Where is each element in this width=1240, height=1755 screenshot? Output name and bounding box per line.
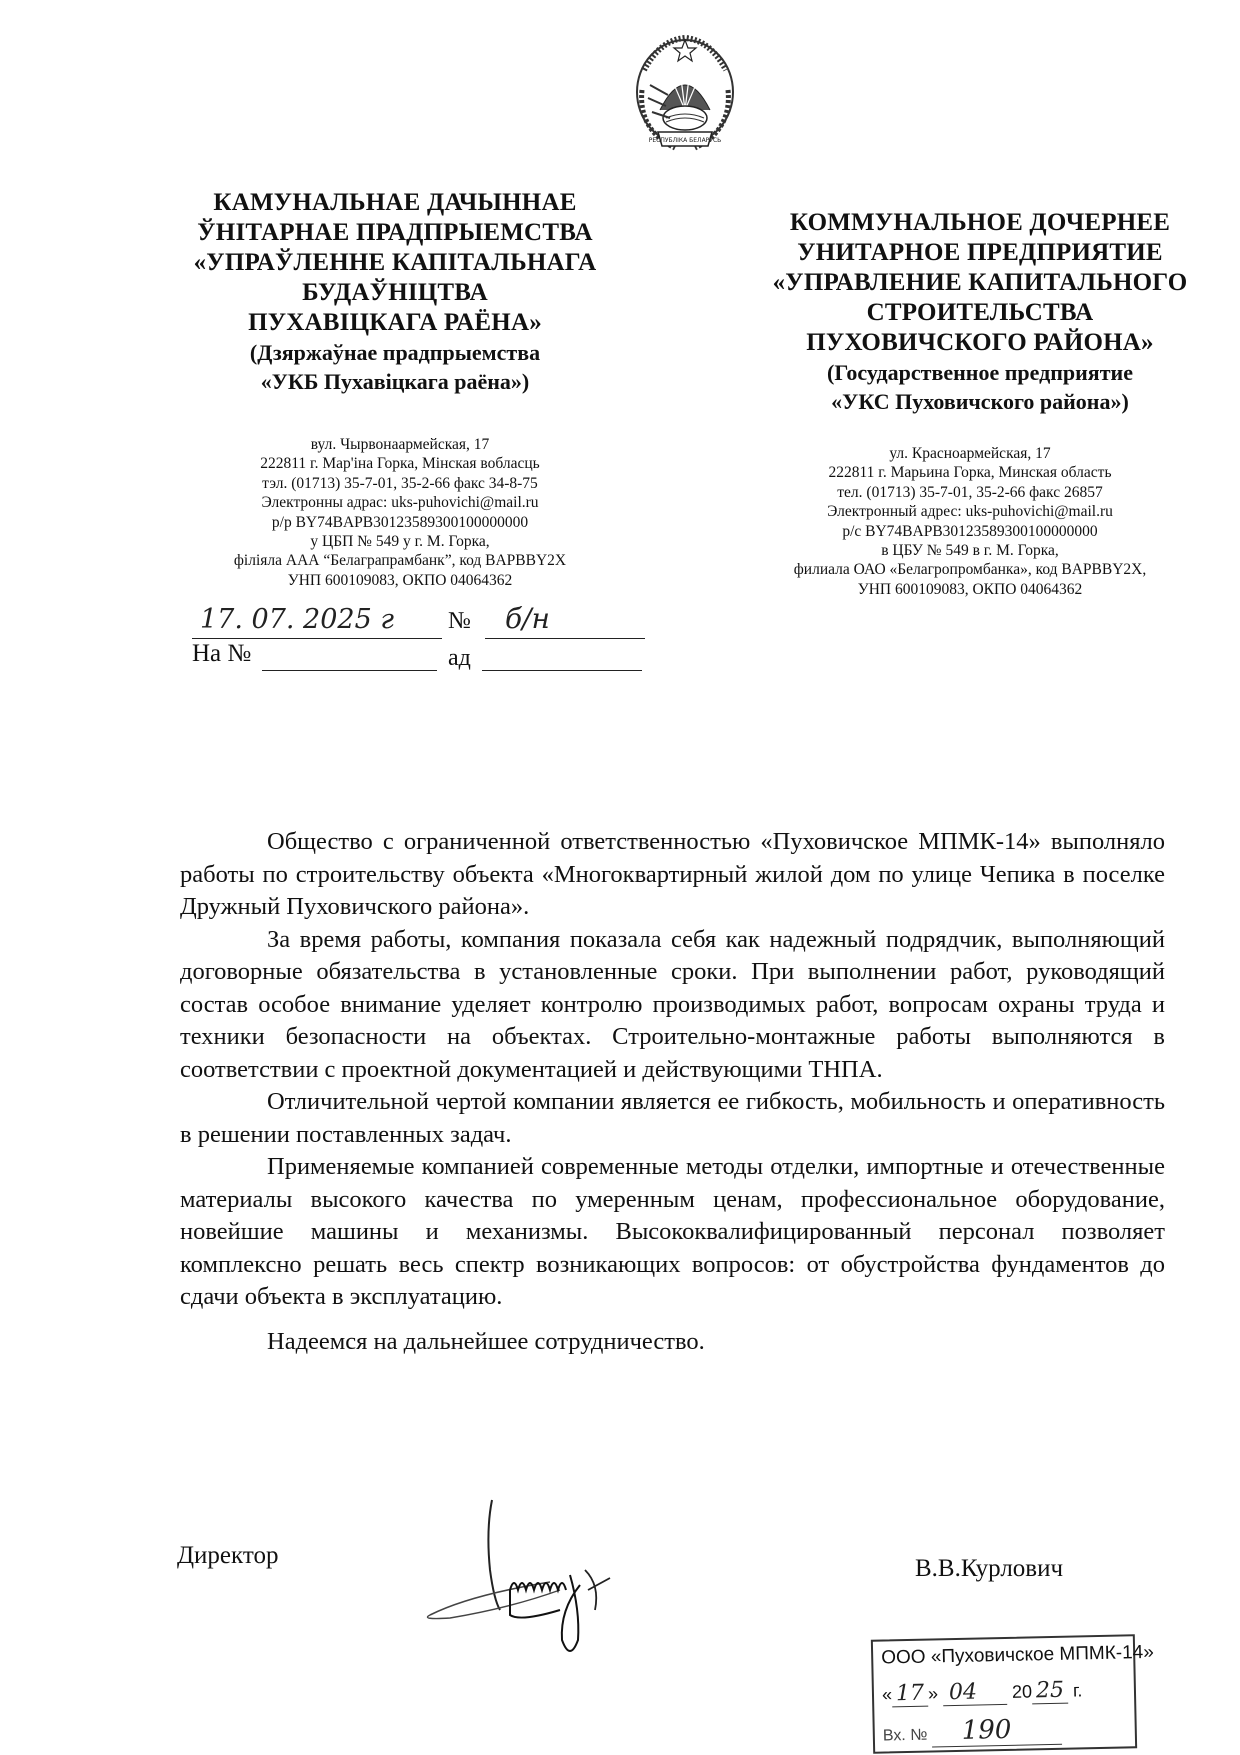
org-name-line: ПУХОВИЧСКОГО РАЙОНА»: [806, 329, 1154, 356]
org-subname-line: (Дзяржаўнае прадпрыемства: [249, 340, 541, 365]
handwritten-signature-icon: [410, 1490, 650, 1660]
requisites-by: [180, 435, 620, 590]
requisite-line: Электронны адрас: uks-puhovichi@mail.ru: [261, 494, 539, 512]
requisites-ru: [740, 444, 1200, 599]
requisite-line: філіяла ААА “Белаграпрамбанк”, код BAPBBY2X: [233, 552, 567, 570]
stamp-incoming-number: 190: [931, 1714, 1061, 1748]
reply-number-field: [262, 670, 437, 671]
org-subname-line: (Государственное предприятие: [827, 360, 1133, 385]
letter-body: [180, 826, 1165, 1358]
org-name-line: «УПРАЎЛЕННЕ КАПІТАЛЬНАГА: [193, 249, 597, 276]
number-underline: [485, 638, 645, 639]
reply-from-label: ад: [448, 645, 471, 671]
reply-to-label: На №: [192, 640, 252, 667]
org-name-line: КАМУНАЛЬНАЕ ДАЧЫННАЕ: [213, 189, 577, 216]
org-name-line: БУДАЎНІЦТВА: [302, 279, 488, 306]
stamp-incoming: [882, 1714, 1061, 1748]
date-underline: [192, 638, 442, 639]
stamp-title: ООО «Пуховичское МПМК-14»: [881, 1641, 1155, 1669]
stamp-year-suffix: г.: [1072, 1680, 1083, 1701]
requisite-line: р/р BY74BAPB30123589300100000000: [271, 513, 529, 531]
org-name-line: УНИТАРНОЕ ПРЕДПРИЯТИЕ: [797, 239, 1163, 266]
org-subname-line: «УКС Пуховичского района»): [831, 389, 1129, 414]
reply-date-field: [482, 670, 642, 671]
body-paragraph: За время работы, компания показала себя как надежный подрядчик, выполняющий договорные обязательства в установленные сроки. При выполнении работ, руководящий состав особое внимание уделяет контролю производимых работ, вопросам охраны труда и техники безопасности на объектах. Строительно-монтажные работы выполняются в соответствии с проектной документацией и действующими ТНПА.: [180, 925, 1165, 1083]
requisite-line: 222811 г. Марьина Горка, Минская область: [828, 464, 1112, 482]
requisite-line: тэл. (01713) 35-7-01, 35-2-66 факс 34-8-75: [262, 474, 538, 492]
organization-header-ru: [745, 208, 1215, 416]
org-name-line: КОММУНАЛЬНОЕ ДОЧЕРНЕЕ: [789, 209, 1171, 236]
requisite-line: 222811 г. Мар'іна Горка, Мінская вобласць: [260, 455, 540, 473]
signer-name: В.В.Курлович: [915, 1555, 1064, 1582]
body-paragraph: Отличительной чертой компании является ее гибкость, мобильность и оперативность в решении поставленных задач.: [180, 1088, 1165, 1148]
stamp-year-prefix: 20: [1011, 1681, 1033, 1702]
number-label: №: [448, 608, 471, 634]
emblem-text: РЕСПУБЛІКА БЕЛАРУСЬ: [648, 137, 722, 144]
state-emblem-icon: [630, 30, 740, 165]
outgoing-number: б/н: [505, 602, 550, 635]
requisite-line: ул. Красноармейская, 17: [889, 445, 1051, 462]
requisite-line: УНП 600109083, ОКПО 04064362: [857, 580, 1083, 598]
requisite-line: филиала ОАО «Белагропромбанка», код BAPBBY2X,: [793, 561, 1147, 579]
stamp-month: 04: [943, 1679, 1008, 1706]
stamp-year: 25: [1032, 1678, 1069, 1705]
signer-position: Директор: [177, 1542, 279, 1569]
org-name-line: ЎНІТАРНАЕ ПРАДПРЫЕМСТВА: [197, 219, 593, 246]
stamp-incoming-label: Вх. №: [882, 1726, 928, 1745]
organization-header-by: [170, 188, 620, 396]
requisite-line: тел. (01713) 35-7-01, 35-2-66 факс 26857: [837, 483, 1103, 501]
requisite-line: у ЦБП № 549 у г. М. Горка,: [310, 533, 490, 551]
requisite-line: р/с BY74BAPB30123589300100000000: [842, 522, 1098, 540]
outgoing-date: 17. 07. 2025 г: [200, 604, 394, 635]
stamp-day: 17: [892, 1681, 929, 1708]
requisite-line: вул. Чырвонаармейская, 17: [310, 436, 490, 453]
body-paragraph: Надеемся на дальнейшее сотрудничество.: [267, 1327, 705, 1355]
org-name-line: ПУХАВІЦКАГА РАЁНА»: [248, 309, 542, 336]
requisite-line: в ЦБУ № 549 в г. М. Горка,: [881, 542, 1059, 560]
requisite-line: УНП 600109083, ОКПО 04064362: [287, 571, 513, 589]
org-name-line: «УПРАВЛЕНИЕ КАПИТАЛЬНОГО: [772, 269, 1188, 296]
org-name-line: СТРОИТЕЛЬСТВА: [866, 299, 1094, 326]
requisite-line: Электронный адрес: uks-puhovichi@mail.ru: [827, 503, 1113, 521]
stamp-date: « 17 » 04 20 25 г.: [881, 1677, 1083, 1707]
body-paragraph: Применяемые компанией современные методы отделки, импортные и отечественные материалы высокого качества по умеренным ценам, профессиональное оборудование, новейшие машины и механизмы. Высококвалифицированный персонал позволяет комплексно решать весь спектр возникающих вопросов: от обустройства фундаментов до сдачи объекта в эксплуатацию.: [180, 1153, 1165, 1310]
org-subname-line: «УКБ Пухавіцкага раёна»): [260, 369, 530, 394]
body-paragraph: Общество с ограниченной ответственностью «Пуховичское МПМК-14» выполняло работы по строительству объекта «Многоквартирный жилой дом по улице Чепика в поселке Дружный Пуховичского района».: [180, 828, 1165, 920]
incoming-registration-stamp: [871, 1634, 1155, 1754]
